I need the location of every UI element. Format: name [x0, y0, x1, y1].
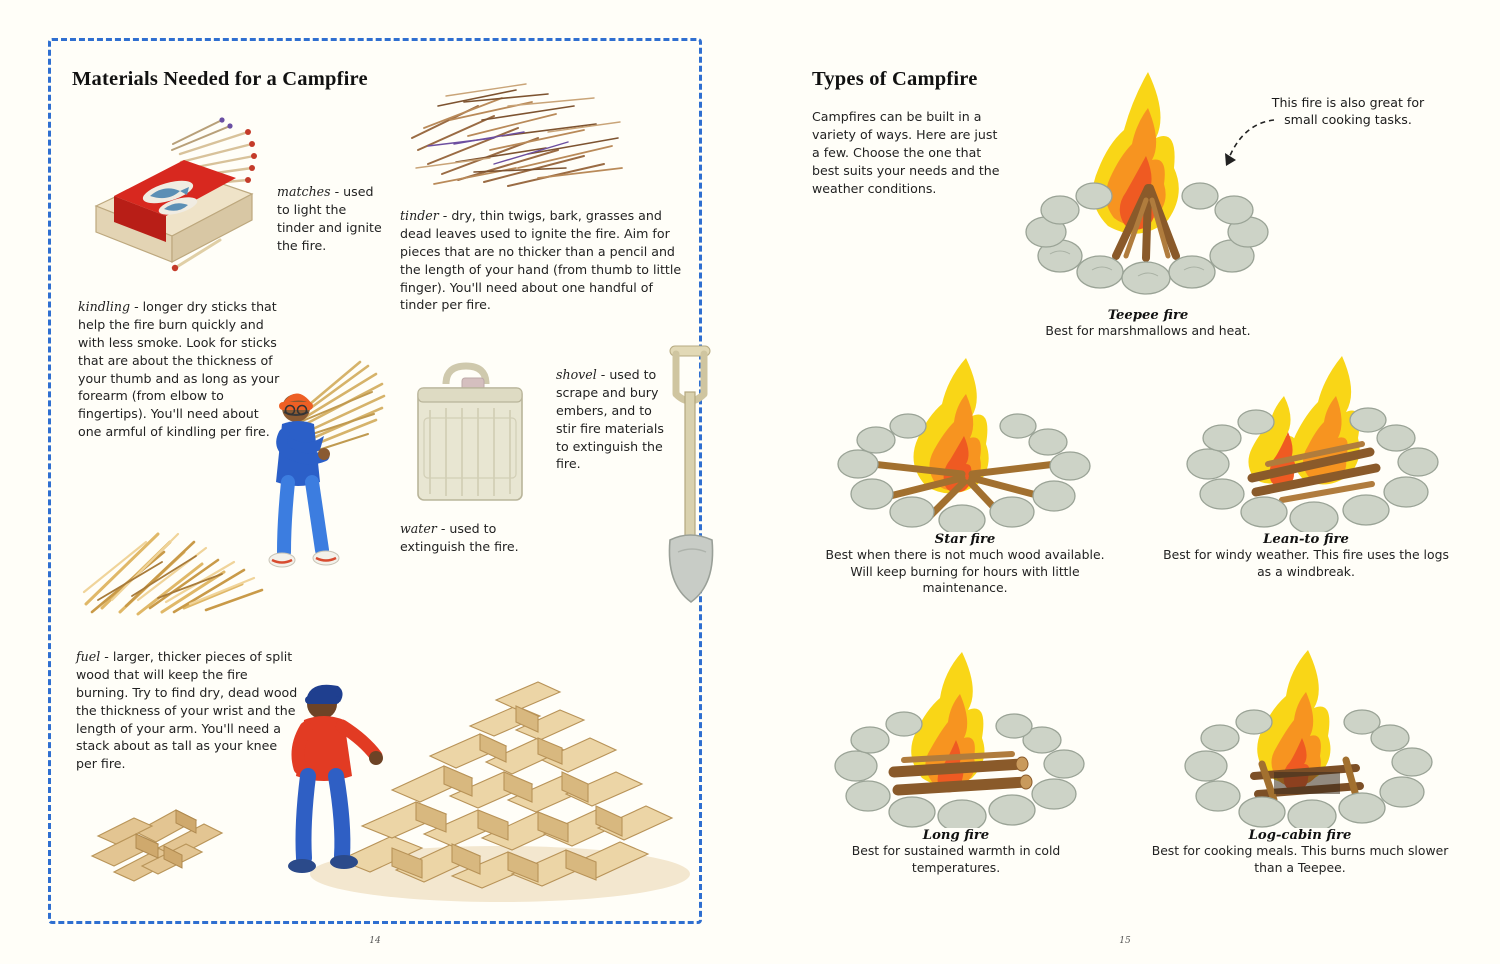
child-stacking-wood-illustration — [274, 668, 384, 898]
term-shovel: shovel — [556, 367, 597, 382]
caption-title-long: Long fire — [922, 828, 990, 843]
page-number-right: 15 — [1119, 936, 1131, 946]
page-title-types: Types of Campfire — [812, 68, 978, 90]
dash-tinder: - — [438, 208, 452, 223]
entry-tinder — [400, 207, 685, 314]
entry-water — [400, 520, 545, 556]
entry-kindling — [78, 298, 283, 441]
term-fuel: fuel — [76, 649, 101, 664]
dash-water: - — [436, 521, 450, 536]
cooking-note: This fire is also great for small cooking tasks. — [1271, 95, 1425, 127]
caption-body-lean-to: Best for windy weather. This fire uses the logs as a windbreak. — [1163, 547, 1449, 579]
fig-star-fire — [820, 352, 1110, 612]
desc-water: used to extinguish the fire. — [400, 521, 519, 554]
term-tinder: tinder — [400, 208, 439, 223]
desc-kindling: longer dry sticks that help the fire burn quickly and with less smoke. Look for sticks that are about the thickness of your thumb and as long as your forearm (from elbow to fingertips). You'll need about one armful of kindling per fire. — [78, 299, 280, 440]
caption-title-star: Star fire — [934, 532, 996, 547]
entry-matches — [277, 183, 387, 255]
caption-body-star: Best when there is not much wood available. Will keep burning for hours with little maintenance. — [825, 547, 1105, 596]
term-matches: matches — [277, 184, 331, 199]
matchbox-illustration — [80, 110, 275, 275]
desc-shovel: used to scrape and bury embers, and to stir fire materials to extinguish the fire. — [556, 367, 664, 472]
page-number-left: 14 — [369, 936, 381, 946]
term-kindling: kindling — [78, 299, 131, 314]
dash-shovel: - — [596, 367, 610, 382]
caption-body-long: Best for sustained warmth in cold temperatures. — [851, 843, 1061, 875]
caption-title-log-cabin: Log-cabin fire — [1248, 828, 1352, 843]
term-water: water — [400, 521, 437, 536]
fig-lean-to-fire — [1156, 352, 1456, 612]
tinder-pile-illustration — [398, 76, 638, 201]
small-log-pile-illustration — [82, 778, 232, 883]
dash-kindling: - — [130, 299, 143, 314]
desc-fuel: larger, thicker pieces of split wood that will keep the fire burning. Try to find dry, dead wood the thickness of your wrist and the length of your arm. You'll need a stack about as tall as your knee per fire. — [76, 649, 298, 772]
fig-log-cabin-fire — [1150, 648, 1450, 908]
caption-title-teepee: Teepee fire — [1107, 308, 1189, 323]
page-title-materials: Materials Needed for a Campfire — [72, 68, 368, 90]
caption-body-teepee: Best for marshmallows and heat. — [1045, 323, 1251, 338]
kindling-pile-illustration — [66, 508, 276, 623]
fig-long-fire — [806, 648, 1106, 908]
caption-title-lean-to: Lean-to fire — [1263, 532, 1349, 547]
desc-tinder: dry, thin twigs, bark, grasses and dead leaves used to ignite the fire. Aim for pieces that are no thicker than a pencil and the length of your hand (from thumb to little finger). You'll need about one handful of tinder per fire. — [400, 208, 682, 313]
entry-fuel — [76, 648, 301, 773]
water-container-illustration — [400, 348, 540, 513]
fig-teepee-fire — [998, 60, 1298, 360]
child-carrying-kindling-illustration — [256, 348, 406, 613]
dash-matches: - — [330, 184, 344, 199]
dash-fuel: - — [100, 649, 113, 664]
shovel-illustration — [652, 340, 742, 630]
right-page — [750, 0, 1500, 964]
intro-paragraph: Campfires can be built in a variety of ways. Here are just a few. Choose the one that best suits your needs and the weather conditions. — [812, 109, 1000, 196]
desc-matches: used to light the tinder and ignite the fire. — [277, 184, 382, 253]
entry-shovel — [556, 366, 666, 473]
caption-body-log-cabin: Best for cooking meals. This burns much slower than a Teepee. — [1151, 843, 1449, 875]
